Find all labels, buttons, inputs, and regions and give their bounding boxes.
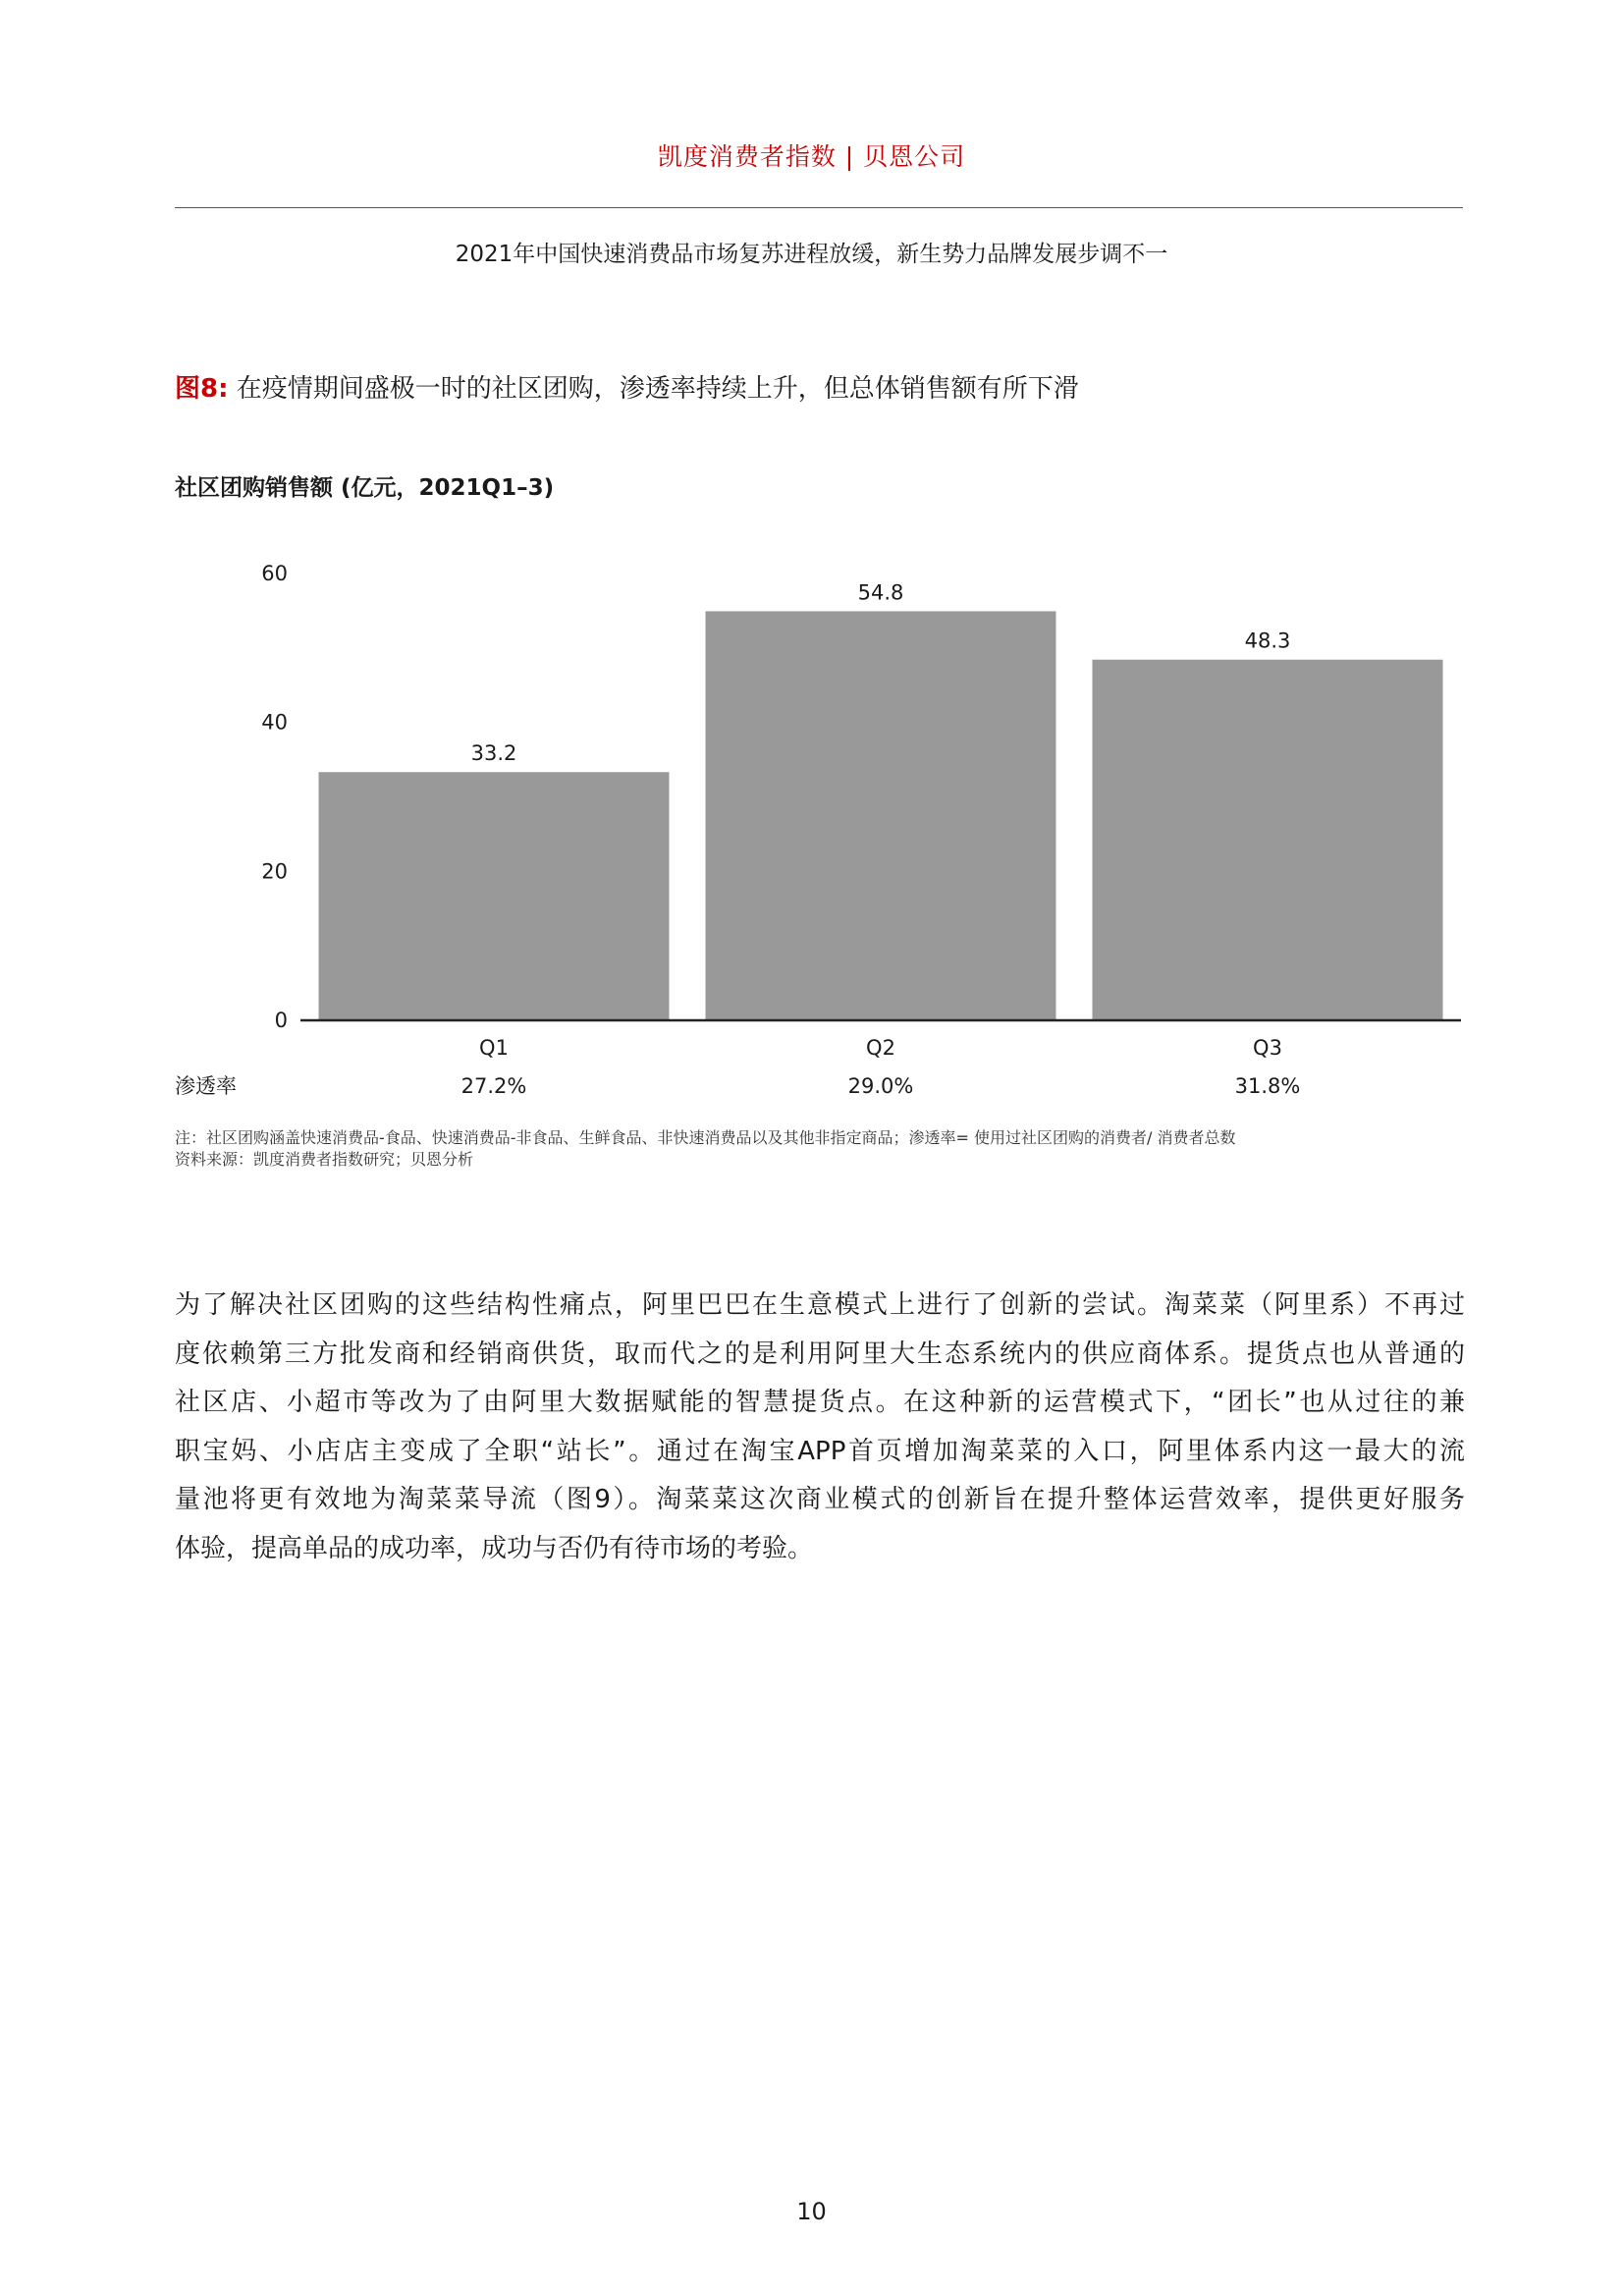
figure-number: 图8:	[175, 374, 229, 404]
y-tick-label: 60	[261, 562, 288, 585]
x-tick-label: Q3	[1253, 1036, 1282, 1060]
body-line: 职宝妈、小店店主变成了全职“站长”。通过在淘宝APP首页增加淘菜菜的入口，阿里体系内这一最大的流	[175, 1436, 1465, 1466]
page-number: 10	[796, 2198, 827, 2225]
bar	[1093, 660, 1443, 1019]
body-line: 为了解决社区团购的这些结构性痛点，阿里巴巴在生意模式上进行了创新的尝试。淘菜菜（阿里系）不再过	[175, 1290, 1465, 1320]
x-tick-label: Q2	[866, 1036, 895, 1060]
figure-caption-text: 在疫情期间盛极一时的社区团购，渗透率持续上升，但总体销售额有所下滑	[228, 374, 1079, 404]
chart-notes	[175, 1127, 1236, 1171]
penetration-value: 31.8%	[1234, 1074, 1301, 1098]
body-line: 度依赖第三方批发商和经销商供货，取而代之的是利用阿里大生态系统内的供应商体系。提货点也从普通的	[175, 1339, 1465, 1369]
bar	[319, 772, 670, 1019]
bar-value-label: 48.3	[1244, 629, 1291, 653]
y-tick-label: 40	[261, 710, 288, 735]
body-paragraph	[175, 1282, 1465, 1573]
bar-value-label: 54.8	[857, 580, 904, 605]
header-brand: 凯度消费者指数 | 贝恩公司	[657, 142, 966, 171]
bar-chart	[0, 0, 1623, 1120]
bar-value-label: 33.2	[470, 741, 517, 766]
bar	[706, 611, 1056, 1019]
report-title: 2021年中国快速消费品市场复苏进程放缓，新生势力品牌发展步调不一	[455, 242, 1168, 267]
x-tick-label: Q1	[479, 1036, 509, 1060]
chart-source: 资料来源：凯度消费者指数研究；贝恩分析	[175, 1150, 474, 1169]
body-line: 社区店、小超市等改为了由阿里大数据赋能的智慧提货点。在这种新的运营模式下，“团长”也从过往的兼	[175, 1388, 1465, 1417]
body-line: 量池将更有效地为淘菜菜导流（图9）。淘菜菜这次商业模式的创新旨在提升整体运营效率，提供更好服务	[175, 1485, 1465, 1514]
penetration-value: 29.0%	[847, 1074, 914, 1098]
y-tick-label: 20	[261, 859, 288, 884]
y-tick-label: 0	[274, 1009, 288, 1032]
chart-title: 社区团购销售额 (亿元，2021Q1–3)	[175, 475, 555, 501]
body-line: 体验，提高单品的成功率，成功与否仍有待市场的考验。	[175, 1533, 814, 1563]
penetration-value: 27.2%	[460, 1074, 527, 1098]
penetration-row-label: 渗透率	[175, 1074, 237, 1098]
chart-note: 注：社区团购涵盖快速消费品-食品、快速消费品-非食品、生鲜食品、非快速消费品以及其他非指定商品；渗透率= 使用过社区团购的消费者/ 消费者总数	[175, 1128, 1236, 1147]
